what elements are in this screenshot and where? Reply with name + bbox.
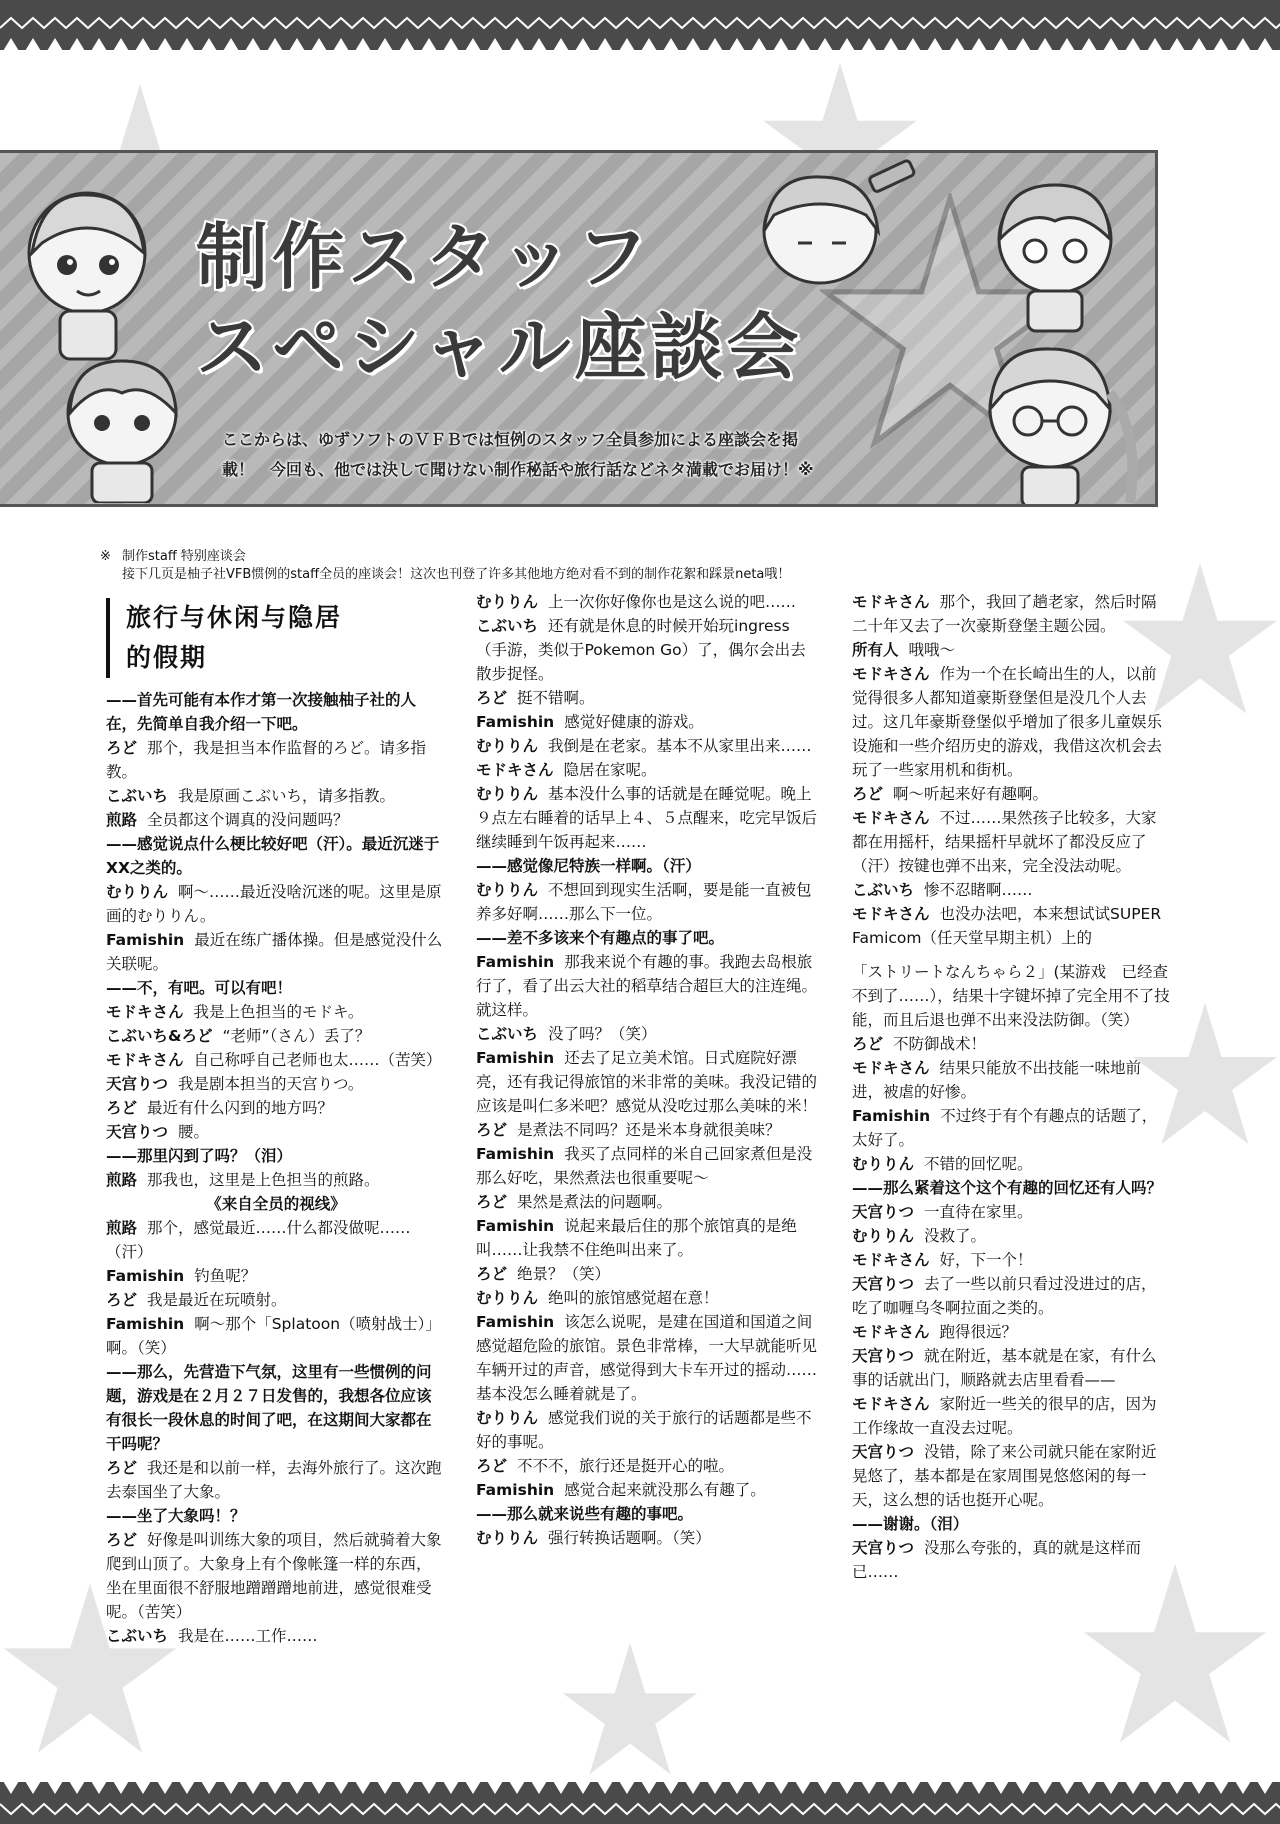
- dialogue-line: [106, 1096, 446, 1120]
- dialogue-text: 那个，我回了趟老家，然后时隔二十年又去了一次豪斯登堡主题公园。: [852, 593, 1157, 635]
- dialogue-text: 没错，除了来公司就只能在家附近晃悠了，基本都是在家周围晃悠悠闲的每一天，这么想的话也挺开心呢。: [852, 1443, 1157, 1509]
- dialogue-text: 我是在……工作……: [178, 1627, 318, 1645]
- speaker-name: むりりん: [476, 1529, 539, 1547]
- dialogue-line: [476, 1262, 820, 1286]
- article-column-2: [476, 590, 820, 1550]
- speaker-name: 天宫りつ: [852, 1203, 915, 1221]
- speaker-name: むりりん: [476, 1289, 539, 1307]
- dialogue-text: 不过终于有个有趣点的话题了，太好了。: [852, 1107, 1158, 1149]
- speaker-name: むりりん: [852, 1155, 915, 1173]
- speaker-name: ろど: [106, 1531, 138, 1549]
- speaker-name: むりりん: [476, 881, 539, 899]
- dialogue-text: 不错的回忆呢。: [924, 1155, 1033, 1173]
- speaker-name: むりりん: [852, 1227, 915, 1245]
- dialogue-line: [476, 590, 820, 614]
- dialogue-line: [106, 1048, 446, 1072]
- title-banner: [0, 150, 1158, 507]
- dialogue-text: 还有就是休息的时候开始玩ingress（手游，类似于Pokemon Go）了，偶尔会出去散步捉怪。: [476, 617, 806, 683]
- speaker-name: Famishin: [476, 1145, 555, 1163]
- dialogue-text: 不防御战术！: [893, 1035, 987, 1053]
- dialogue-line: [852, 1152, 1170, 1176]
- dialogue-line: [106, 1264, 446, 1288]
- bottom-zigzag-border: [0, 1776, 1280, 1824]
- dialogue-text: “老师”（さん）丢了？: [222, 1027, 371, 1045]
- dialogue-line: [106, 1000, 446, 1024]
- dialogue-text: 跑得很远？: [939, 1323, 1018, 1341]
- dialogue-line: [476, 614, 820, 686]
- top-zigzag-border: [0, 0, 1280, 56]
- speaker-name: モドキさん: [852, 905, 930, 923]
- dialogue-text: 基本没什么事的话就是在睡觉呢。晚上９点左右睡着的话早上４、５点醒来，吃完早饭后继续睡到午饭再起来……: [476, 785, 818, 851]
- note-mark: ※: [100, 549, 111, 564]
- speaker-name: ろど: [476, 1193, 508, 1211]
- dialogue-continuation: 「ストリートなんちゃら２」(某游戏 已经查不到了……），结果十字键坏掉了完全用不了技能，而且后退也弹不出来没法防御。（笑）: [852, 963, 1170, 1029]
- dialogue-text: 说起来最后住的那个旅馆真的是绝叫……让我禁不住绝叫出来了。: [476, 1217, 797, 1259]
- speaker-name: モドキさん: [852, 1323, 930, 1341]
- speaker-name: ろど: [106, 739, 138, 757]
- speaker-name: Famishin: [106, 1267, 185, 1285]
- dialogue-line: [852, 638, 1170, 662]
- dialogue-text: 啊～……最近没啥沉迷的呢。这里是原画的むりりん。: [106, 883, 442, 925]
- speaker-name: ろど: [852, 1035, 884, 1053]
- dialogue-line: [476, 758, 820, 782]
- interviewer-question: ——那么，先营造下气氛，这里有一些惯例的问题，游戏是在２月２７日发售的，我想各位应该有很长一段休息的时间了吧，在这期间大家都在干吗呢？: [106, 1363, 432, 1453]
- dialogue-line: [106, 1120, 446, 1144]
- dialogue-line: [476, 782, 820, 854]
- dialogue-line: [852, 662, 1170, 782]
- dialogue-text: 就在附近，基本就是在家，有什么事的话就出门，顺路就去店里看看——: [852, 1347, 1157, 1389]
- speaker-name: 天宫りつ: [106, 1123, 169, 1141]
- dialogue-text: 也没办法吧，本来想试试SUPER Famicom（任天堂早期主机）上的: [852, 905, 1162, 947]
- chibi-boy-illustration: [52, 353, 192, 503]
- background-star-icon: [560, 1640, 700, 1780]
- dialogue-line: [476, 1046, 820, 1118]
- translator-note: [100, 548, 1180, 584]
- dialogue-text: 挺不错啊。: [517, 689, 595, 707]
- speaker-name: モドキさん: [852, 1395, 930, 1413]
- dialogue-text: 还去了足立美术馆。日式庭院好漂亮，还有我记得旅馆的米非常的美味。我没记错的应该是叫仁多米吧？感觉从没吃过那么美味的米！: [476, 1049, 818, 1115]
- dialogue-line: [476, 1310, 820, 1406]
- speaker-name: ろど: [476, 1121, 508, 1139]
- dialogue-text: 好像是叫训练大象的项目，然后就骑着大象爬到山顶了。大象身上有个像帐篷一样的东西，坐在里面很不舒服地蹭蹭蹭地前进，感觉很难受呢。（苦笑）: [106, 1531, 442, 1621]
- banner-title-line-1: 制作スタッフ: [196, 215, 653, 299]
- dialogue-line: [852, 806, 1170, 878]
- speaker-name: Famishin: [476, 713, 555, 731]
- dialogue-line: [476, 1526, 820, 1550]
- banner-intro-line: 載！ 今回も、他では決して聞けない制作秘話や旅行話などネタ満載でお届け！※: [222, 460, 814, 479]
- speaker-name: モドキさん: [106, 1051, 184, 1069]
- speaker-name: ろど: [476, 1457, 508, 1475]
- speaker-name: こぶいち: [106, 787, 169, 805]
- dialogue-line: [476, 686, 820, 710]
- speaker-name: 煎路: [106, 811, 138, 829]
- dialogue-line: [852, 1440, 1170, 1512]
- dialogue-text: 强行转换话题啊。（笑）: [548, 1529, 711, 1547]
- dialogue-text: 该怎么说呢，是建在国道和国道之间感觉超危险的旅馆。景色非常棒，一大早就能听见车辆开过的声音，感觉得到大卡车开过的摇动……基本没怎么睡着就是了。: [476, 1313, 818, 1403]
- background-star-icon: [1080, 1560, 1270, 1750]
- dialogue-text: 最近在练广播体操。但是感觉没什么关联呢。: [106, 931, 443, 973]
- speaker-name: Famishin: [476, 1217, 555, 1235]
- section-heading-line: 的假期: [126, 643, 208, 672]
- speaker-name: Famishin: [476, 1313, 555, 1331]
- dialogue-text: 好，下一个！: [939, 1251, 1033, 1269]
- dialogue-text: 那我来说个有趣的事。我跑去岛根旅行了，看了出云大社的稻草结合超巨大的注连绳。就这样。: [476, 953, 818, 1019]
- speaker-name: モドキさん: [476, 761, 554, 779]
- interviewer-question: ——感觉像尼特族一样啊。（汗）: [476, 857, 701, 875]
- dialogue-text: 是煮法不同吗？还是米本身就很美味？: [517, 1121, 781, 1139]
- speaker-name: モドキさん: [852, 809, 930, 827]
- dialogue-text: 没救了。: [924, 1227, 987, 1245]
- dialogue-line: [852, 1224, 1170, 1248]
- interviewer-question: ——不，有吧。可以有吧！: [106, 979, 293, 997]
- dialogue-text: 不不不，旅行还是挺开心的啦。: [517, 1457, 735, 1475]
- speaker-name: Famishin: [106, 931, 185, 949]
- article-column-1: [106, 598, 446, 1648]
- dialogue-line: [106, 1288, 446, 1312]
- speaker-name: 天宫りつ: [852, 1347, 915, 1365]
- dialogue-text: 不过……果然孩子比较多，大家都在用摇杆，结果摇杆早就坏了都没反应了（汗）按键也弹不出来，完全没法动呢。: [852, 809, 1157, 875]
- dialogue-line: [476, 1214, 820, 1262]
- dialogue-line: [106, 1312, 446, 1360]
- interviewer-question: ——差不多该来个有趣点的事了吧。: [476, 929, 725, 947]
- section-heading-line: 旅行与休闲与隐居: [126, 603, 343, 632]
- dialogue-line: [852, 782, 1170, 806]
- speaker-name: ろど: [476, 689, 508, 707]
- dialogue-text: 结果只能放不出技能一味地前进，被虐的好惨。: [852, 1059, 1142, 1101]
- speaker-name: モドキさん: [106, 1003, 184, 1021]
- dialogue-text: 感觉好健康的游戏。: [564, 713, 704, 731]
- speaker-name: 煎路: [106, 1219, 138, 1237]
- speaker-name: モドキさん: [852, 1251, 930, 1269]
- dialogue-line: [476, 1406, 820, 1454]
- dialogue-line: [106, 1072, 446, 1096]
- dialogue-text: 那我也，这里是上色担当的煎路。: [147, 1171, 380, 1189]
- dialogue-line: [852, 1320, 1170, 1344]
- dialogue-text: 最近有什么闪到的地方吗？: [147, 1099, 334, 1117]
- banner-intro-text: [222, 425, 952, 485]
- dialogue-line: [106, 1024, 446, 1048]
- dialogue-text: 那个，感觉最近……什么都没做呢……（汗）: [106, 1219, 411, 1261]
- speaker-name: むりりん: [106, 883, 169, 901]
- dialogue-text: 那个，我是担当本作监督的ろど。请多指教。: [106, 739, 427, 781]
- dialogue-text: 我是原画こぶいち，请多指教。: [178, 787, 396, 805]
- dialogue-text: 我是剧本担当的天宫りつ。: [178, 1075, 364, 1093]
- speaker-name: モドキさん: [852, 593, 930, 611]
- dialogue-line: [852, 1056, 1170, 1104]
- speaker-name: ろど: [106, 1291, 138, 1309]
- interviewer-question: ——感觉说点什么梗比较好吧（汗）。最近沉迷于XX之类的。: [106, 835, 440, 877]
- speaker-name: 煎路: [106, 1171, 138, 1189]
- dialogue-line: [106, 784, 446, 808]
- dialogue-line: [106, 1624, 446, 1648]
- dialogue-text: 我还是和以前一样，去海外旅行了。这次跑去泰国坐了大象。: [106, 1459, 442, 1501]
- dialogue-text: 绝景？（笑）: [517, 1265, 611, 1283]
- dialogue-text: 啊～听起来好有趣啊。: [893, 785, 1049, 803]
- dialogue-text: 哦哦～: [908, 641, 956, 659]
- speaker-name: むりりん: [476, 1409, 539, 1427]
- dialogue-line: [852, 902, 1170, 950]
- dialogue-text: 一直待在家里。: [924, 1203, 1033, 1221]
- dialogue-text: 惨不忍睹啊……: [924, 881, 1033, 899]
- dialogue-line: [476, 1190, 820, 1214]
- dialogue-line: [852, 1200, 1170, 1224]
- interviewer-question: ——那里闪到了吗？（泪）: [106, 1147, 293, 1165]
- speaker-name: Famishin: [476, 1481, 555, 1499]
- note-line: 制作staff 特别座谈会: [122, 549, 246, 564]
- interviewer-question: ——谢谢。（泪）: [852, 1515, 969, 1533]
- dialogue-line: [852, 590, 1170, 638]
- speaker-name: Famishin: [106, 1315, 185, 1333]
- dialogue-text: 绝叫的旅馆感觉超在意！: [548, 1289, 719, 1307]
- dialogue-line: [106, 880, 446, 928]
- subheading: 《来自全员的视线》: [206, 1195, 346, 1213]
- interviewer-question: ——那么紧着这个这个有趣的回忆还有人吗？: [852, 1179, 1163, 1197]
- dialogue-text: 果然是煮法的问题啊。: [517, 1193, 673, 1211]
- dialogue-line: [476, 878, 820, 926]
- banner-title-line-2: スペシャル座談会: [196, 305, 803, 389]
- dialogue-text: 自己称呼自己老师也太……（苦笑）: [193, 1051, 442, 1069]
- dialogue-text: 啊～那个「Splatoon（喷射战士）」啊。（笑）: [106, 1315, 441, 1357]
- dialogue-line: [852, 1392, 1170, 1440]
- interviewer-question: ——首先可能有本作才第一次接触柚子社的人在，先简单自我介绍一下吧。: [106, 691, 417, 733]
- section-heading: [106, 598, 446, 678]
- dialogue-line: [476, 710, 820, 734]
- dialogue-text: 没那么夸张的，真的就是这样而已……: [852, 1539, 1142, 1581]
- dialogue-text: 我是上色担当的モドキ。: [193, 1003, 364, 1021]
- interviewer-question: ——坐了大象吗！？: [106, 1507, 246, 1525]
- speaker-name: ろど: [476, 1265, 508, 1283]
- dialogue-text: 去了一些以前只看过没进过的店，吃了咖喱乌冬啊拉面之类的。: [852, 1275, 1157, 1317]
- dialogue-text: 作为一个在长崎出生的人，以前觉得很多人都知道豪斯登堡但是没几个人去过。这几年豪斯登堡似乎增加了很多儿童娱乐设施和一些介绍历史的游戏，我借这次机会去玩了一些家用机和街机。: [852, 665, 1163, 779]
- dialogue-line: [852, 1104, 1170, 1152]
- speaker-name: こぶいち: [476, 617, 539, 635]
- dialogue-line: [106, 736, 446, 784]
- speaker-name: 天宫りつ: [106, 1075, 169, 1093]
- speaker-name: 天宫りつ: [852, 1275, 915, 1293]
- dialogue-line: [106, 1168, 446, 1192]
- banner-intro-line: ここからは、ゆずソフトのＶＦＢでは恒例のスタッフ全員参加による座談会を掲: [222, 430, 799, 449]
- speaker-name: こぶいち: [852, 881, 915, 899]
- chibi-guitarist-illustration: [740, 159, 920, 309]
- speaker-name: Famishin: [476, 953, 555, 971]
- dialogue-text: 我倒是在老家。基本不从家里出来……: [548, 737, 812, 755]
- dialogue-line: [106, 1528, 446, 1624]
- speaker-name: こぶいち&ろど: [106, 1027, 213, 1045]
- dialogue-line: [476, 1454, 820, 1478]
- speaker-name: Famishin: [852, 1107, 931, 1125]
- dialogue-line: [852, 1032, 1170, 1056]
- speaker-name: モドキさん: [852, 665, 930, 683]
- speaker-name: むりりん: [476, 593, 539, 611]
- dialogue-line: [852, 1272, 1170, 1320]
- dialogue-text: 不想回到现实生活啊，要是能一直被包养多好啊……那么下一位。: [476, 881, 812, 923]
- dialogue-text: 家附近一些关的很早的店，因为工作缘故一直没去过呢。: [852, 1395, 1157, 1437]
- dialogue-line: [476, 1022, 820, 1046]
- dialogue-line: [476, 1142, 820, 1190]
- chibi-glasses-girl-illustration: [960, 333, 1150, 507]
- speaker-name: ろど: [106, 1459, 138, 1477]
- dialogue-line: [852, 1344, 1170, 1392]
- dialogue-line: [852, 878, 1170, 902]
- dialogue-text: 感觉合起来就没那么有趣了。: [564, 1481, 766, 1499]
- dialogue-line: [106, 1216, 446, 1264]
- dialogue-text: 腰。: [178, 1123, 210, 1141]
- speaker-name: 所有人: [852, 641, 899, 659]
- dialogue-line: [476, 734, 820, 758]
- note-line: 接下几页是柚子社VFB惯例的staff全员的座谈会！这次也刊登了许多其他地方绝对看不到的制作花絮和踩景neta哦！: [122, 567, 791, 582]
- speaker-name: ろど: [106, 1099, 138, 1117]
- dialogue-line: [476, 1118, 820, 1142]
- dialogue-text: 我是最近在玩喷射。: [147, 1291, 287, 1309]
- speaker-name: Famishin: [476, 1049, 555, 1067]
- dialogue-line: [852, 1536, 1170, 1584]
- speaker-name: こぶいち: [106, 1627, 169, 1645]
- dialogue-text: 我买了点同样的米自己回家煮但是没那么好吃，果然煮法也很重要呢～: [476, 1145, 813, 1187]
- dialogue-text: 没了吗？（笑）: [548, 1025, 657, 1043]
- dialogue-text: 隐居在家呢。: [563, 761, 657, 779]
- dialogue-text: 全员都这个调真的没问题吗？: [147, 811, 349, 829]
- dialogue-line: [852, 1248, 1170, 1272]
- dialogue-line: [476, 1478, 820, 1502]
- dialogue-line: [106, 1456, 446, 1504]
- dialogue-text: 上一次你好像你也是这么说的吧……: [548, 593, 797, 611]
- speaker-name: 天宫りつ: [852, 1443, 915, 1461]
- speaker-name: こぶいち: [476, 1025, 539, 1043]
- dialogue-text: 钓鱼呢？: [194, 1267, 257, 1285]
- dialogue-line: [476, 950, 820, 1022]
- interviewer-question: ——那么就来说些有趣的事吧。: [476, 1505, 694, 1523]
- article-column-3: [852, 590, 1170, 1584]
- chibi-bandana-illustration: [980, 173, 1130, 333]
- dialogue-text: 感觉我们说的关于旅行的话题都是些不好的事呢。: [476, 1409, 812, 1451]
- speaker-name: むりりん: [476, 737, 539, 755]
- dialogue-line: [106, 928, 446, 976]
- speaker-name: ろど: [852, 785, 884, 803]
- dialogue-line: [106, 808, 446, 832]
- speaker-name: むりりん: [476, 785, 539, 803]
- chibi-girl-illustration: [12, 183, 162, 363]
- speaker-name: モドキさん: [852, 1059, 930, 1077]
- dialogue-line: [476, 1286, 820, 1310]
- speaker-name: 天宫りつ: [852, 1539, 915, 1557]
